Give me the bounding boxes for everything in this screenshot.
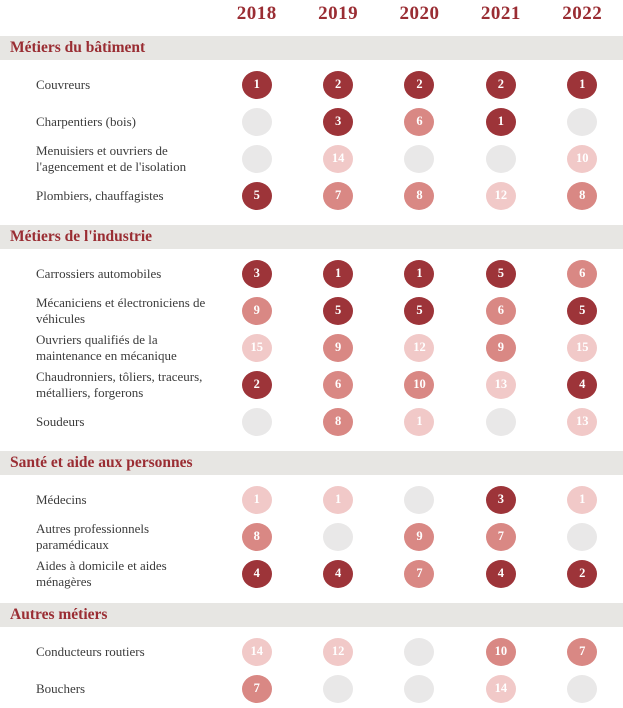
rank-cell [216,145,297,173]
rank-circle: 8 [567,182,597,210]
rank-cell [460,560,541,588]
rank-circle: 4 [486,560,516,588]
rank-cell [460,260,541,288]
rank-cell [542,408,623,436]
rank-circle: 1 [404,260,434,288]
rank-circle: 7 [242,675,272,703]
rank-circle: 7 [486,523,516,551]
rank-circle: 5 [323,297,353,325]
section-header-bar [0,225,623,249]
rank-cell [297,408,378,436]
rank-cell [379,71,460,99]
section [0,36,623,214]
rank-circle: 4 [242,560,272,588]
rank-cell [379,486,460,514]
rank-circle: 1 [567,486,597,514]
empty-circle [404,638,434,666]
rank-circle: 6 [567,260,597,288]
rank-circle: 1 [242,71,272,99]
rank-circle: 9 [323,334,353,362]
rank-circle: 1 [242,486,272,514]
year-column-header: 2019 [318,3,359,24]
section-header-bar [0,603,623,627]
rank-cell [297,334,378,362]
profession-row [0,177,623,214]
rank-circle: 13 [567,408,597,436]
profession-row [0,140,623,177]
rank-cell [216,560,297,588]
profession-row [0,103,623,140]
section-title: Santé et aide aux personnes [10,454,193,471]
profession-row [0,633,623,670]
rank-cell [379,408,460,436]
rank-circle: 5 [242,182,272,210]
rank-cell [460,675,541,703]
profession-label: Carrossiers automobiles [36,265,162,281]
empty-circle [242,108,272,136]
profession-row [0,555,623,592]
rank-cell [216,182,297,210]
year-column-header: 2021 [480,3,521,24]
rank-cell [297,560,378,588]
profession-label: Médecins [36,491,87,507]
profession-label: Aides à domicile et aides ménagères [36,558,167,589]
section-header-bar [0,451,623,475]
rank-cell [542,297,623,325]
rank-cell [216,71,297,99]
rank-circle: 15 [242,334,272,362]
rank-cell [379,297,460,325]
empty-circle [404,145,434,173]
rank-cell [297,638,378,666]
rank-circle: 1 [486,108,516,136]
rank-cell [460,638,541,666]
rank-cell [216,108,297,136]
rank-cell [297,71,378,99]
section [0,603,623,707]
profession-label: Chaudronniers, tôliers, traceurs, métalliers, forgerons [36,369,203,400]
rank-cell [216,371,297,399]
rank-cell [297,371,378,399]
rank-cell [297,523,378,551]
rank-circle: 10 [404,371,434,399]
rank-cell [379,145,460,173]
rank-cell [216,675,297,703]
rank-circle: 4 [323,560,353,588]
rank-circle: 6 [404,108,434,136]
rank-cell [216,297,297,325]
rank-circle: 2 [404,71,434,99]
rank-circle: 8 [323,408,353,436]
year-column-header: 2020 [399,3,440,24]
section [0,451,623,592]
rank-circle: 6 [486,297,516,325]
profession-label: Mécaniciens et électroniciens de véhicules [36,295,206,326]
rank-cell [379,182,460,210]
rank-circle: 1 [404,408,434,436]
rank-circle: 1 [323,486,353,514]
rank-cell [460,408,541,436]
profession-row [0,329,623,366]
rank-cell [542,560,623,588]
rank-cell [379,108,460,136]
section-title: Métiers de l'industrie [10,228,153,245]
empty-circle [567,108,597,136]
rank-cell [216,523,297,551]
rank-cell [297,260,378,288]
rank-cell [460,486,541,514]
rank-circle: 14 [242,638,272,666]
profession-row [0,518,623,555]
rank-circle: 9 [242,297,272,325]
rank-cell [542,71,623,99]
rank-cell [379,523,460,551]
rank-cell [460,523,541,551]
rank-cell [216,486,297,514]
section-header-bar [0,36,623,60]
rank-cell [460,297,541,325]
rank-circle: 8 [404,182,434,210]
profession-label: Conducteurs routiers [36,643,145,659]
sections-container [0,36,623,707]
rank-cell [460,334,541,362]
rank-circle: 9 [404,523,434,551]
profession-label: Soudeurs [36,413,85,429]
empty-circle [404,486,434,514]
empty-circle [242,145,272,173]
rank-cell [542,486,623,514]
rank-circle: 10 [486,638,516,666]
empty-circle [242,408,272,436]
rank-cell [297,108,378,136]
profession-row [0,366,623,403]
rank-circle: 3 [486,486,516,514]
rank-cell [297,297,378,325]
rank-cell [297,675,378,703]
rank-cell [460,108,541,136]
rank-circle: 10 [567,145,597,173]
rank-circle: 3 [242,260,272,288]
rank-circle: 7 [567,638,597,666]
profession-label: Plombiers, chauffagistes [36,187,164,203]
empty-circle [567,523,597,551]
section [0,225,623,440]
rank-circle: 2 [567,560,597,588]
year-column-header: 2022 [562,3,603,24]
profession-label: Autres professionnels paramédicaux [36,521,150,552]
rank-circle: 8 [242,523,272,551]
rank-cell [216,408,297,436]
rank-circle: 1 [323,260,353,288]
rank-circle: 2 [323,71,353,99]
section-title: Métiers du bâtiment [10,39,146,56]
profession-label: Ouvriers qualifiés de la maintenance en mécanique [36,332,177,363]
rank-cell [216,260,297,288]
rank-cell [460,145,541,173]
rank-cell [379,638,460,666]
rank-cell [542,145,623,173]
empty-circle [404,675,434,703]
rank-cell [379,675,460,703]
rank-cell [297,145,378,173]
rank-circle: 1 [567,71,597,99]
rank-cell [297,182,378,210]
rank-cell [379,334,460,362]
rank-cell [379,260,460,288]
section-title: Autres métiers [10,606,108,623]
rank-circle: 7 [323,182,353,210]
profession-label: Couvreurs [36,76,91,92]
rank-circle: 13 [486,371,516,399]
rank-cell [460,182,541,210]
rank-cell [216,334,297,362]
rank-cell [542,523,623,551]
rank-circle: 15 [567,334,597,362]
profession-row [0,255,623,292]
profession-label: Menuisiers et ouvriers de l'agencement et de l'isolation [36,143,187,174]
rank-circle: 5 [404,297,434,325]
profession-label: Bouchers [36,680,86,696]
profession-row [0,481,623,518]
rank-circle: 12 [486,182,516,210]
rank-cell [379,371,460,399]
profession-row [0,66,623,103]
empty-circle [486,408,516,436]
rank-circle: 14 [323,145,353,173]
profession-row [0,292,623,329]
rank-circle: 14 [486,675,516,703]
rank-circle: 9 [486,334,516,362]
profession-label: Charpentiers (bois) [36,113,137,129]
profession-row [0,670,623,707]
rank-cell [460,71,541,99]
rank-circle: 3 [323,108,353,136]
rank-cell [542,371,623,399]
rank-cell [542,638,623,666]
rank-cell [460,371,541,399]
rank-cell [542,108,623,136]
rank-cell [216,638,297,666]
empty-circle [486,145,516,173]
profession-row [0,403,623,440]
rank-cell [542,260,623,288]
rank-circle: 7 [404,560,434,588]
rank-cell [379,560,460,588]
rank-circle: 2 [242,371,272,399]
empty-circle [323,523,353,551]
empty-circle [323,675,353,703]
rank-cell [542,675,623,703]
rank-circle: 2 [486,71,516,99]
empty-circle [567,675,597,703]
rank-cell [542,334,623,362]
rank-circle: 12 [404,334,434,362]
rank-cell [297,486,378,514]
year-header-row [0,0,623,25]
rank-circle: 5 [486,260,516,288]
rank-circle: 4 [567,371,597,399]
year-column-header: 2018 [236,3,277,24]
rank-circle: 12 [323,638,353,666]
rank-circle: 5 [567,297,597,325]
rank-circle: 6 [323,371,353,399]
rank-cell [542,182,623,210]
